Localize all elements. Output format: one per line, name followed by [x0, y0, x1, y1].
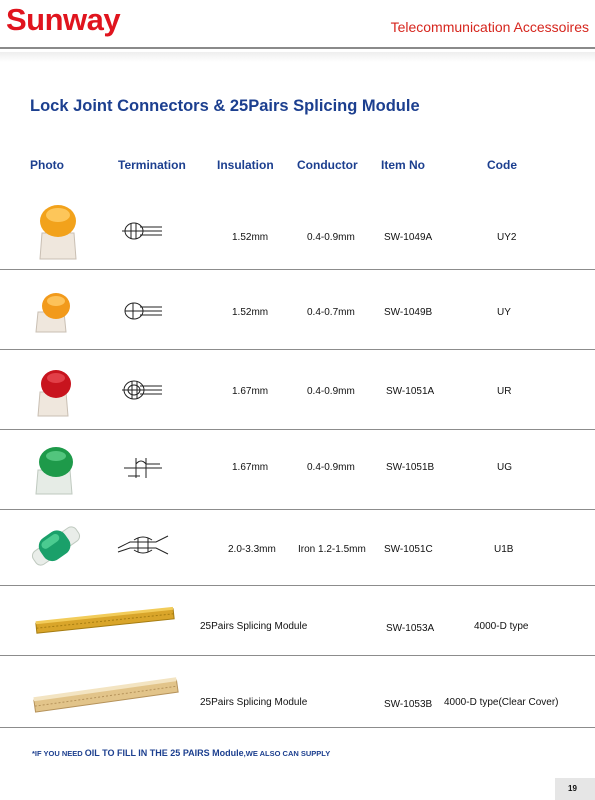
item-no-value: SW-1053A: [386, 623, 435, 634]
brand-logo: Sunway: [6, 2, 121, 37]
insulation-value: 1.52mm: [232, 232, 269, 243]
insulation-value: 1.67mm: [232, 462, 269, 473]
table-row: [0, 270, 595, 350]
row-divider: [0, 727, 595, 728]
column-header-photo: Photo: [30, 158, 64, 172]
header-divider: [0, 47, 595, 49]
termination-diagram: [120, 300, 164, 322]
page-number: 19: [568, 784, 577, 793]
conductor-value: 0.4-0.9mm: [307, 232, 355, 243]
item-no-value: SW-1051A: [386, 386, 435, 397]
code-value: UY2: [497, 232, 517, 243]
code-value: UY: [497, 307, 511, 318]
splicing-module-photo: [34, 606, 176, 636]
item-no-value: SW-1051C: [384, 544, 433, 555]
section-title: Telecommunication Accessoires: [390, 19, 589, 35]
code-value: 4000-D type(Clear Cover): [444, 697, 559, 708]
table-row: [0, 656, 595, 728]
conductor-value: 0.4-0.9mm: [307, 462, 355, 473]
insulation-value: 2.0-3.3mm: [228, 544, 276, 555]
item-no-value: SW-1051B: [386, 462, 435, 473]
page-title: Lock Joint Connectors & 25Pairs Splicing Module: [30, 97, 420, 115]
splicing-module-photo: [32, 676, 182, 716]
termination-diagram: [120, 454, 164, 482]
item-no-value: SW-1049B: [384, 307, 433, 318]
termination-diagram: [120, 378, 164, 402]
item-no-value: SW-1049A: [384, 232, 433, 243]
termination-diagram: [120, 220, 164, 242]
table-row: [0, 190, 595, 270]
connector-photo: [34, 364, 82, 418]
code-value: U1B: [494, 544, 514, 555]
description-value: 25Pairs Splicing Module: [200, 697, 308, 708]
footnote-emphasis: OIL TO FILL IN THE 25 PAIRS Module: [84, 748, 244, 758]
header-shadow: [0, 52, 595, 62]
footnote-prefix: *IF YOU NEED: [32, 749, 85, 758]
insulation-value: 1.52mm: [232, 307, 269, 318]
connector-photo: [34, 288, 78, 334]
table-row: [0, 350, 595, 430]
column-header-code: Code: [487, 158, 517, 172]
conductor-value: 0.4-0.7mm: [307, 307, 355, 318]
connector-photo: [30, 195, 86, 263]
code-value: 4000-D type: [474, 621, 529, 632]
table-row: [0, 510, 595, 586]
conductor-value: 0.4-0.9mm: [307, 386, 355, 397]
column-header-termination: Termination: [118, 158, 186, 172]
table-row: [0, 586, 595, 656]
description-value: 25Pairs Splicing Module: [200, 621, 308, 632]
table-row: [0, 430, 595, 510]
column-header-insulation: Insulation: [217, 158, 274, 172]
footnote: [32, 748, 330, 758]
column-header-item-no: Item No: [381, 158, 426, 172]
code-value: UR: [497, 386, 512, 397]
termination-diagram: [116, 532, 170, 558]
column-header-conductor: Conductor: [297, 158, 358, 172]
connector-photo: [32, 440, 82, 496]
conductor-value: Iron 1.2-1.5mm: [298, 544, 366, 555]
code-value: UG: [497, 462, 512, 473]
connector-photo: [26, 518, 86, 574]
item-no-value: SW-1053B: [384, 699, 433, 710]
insulation-value: 1.67mm: [232, 386, 269, 397]
footnote-suffix: ,WE ALSO CAN SUPPLY: [243, 749, 331, 758]
